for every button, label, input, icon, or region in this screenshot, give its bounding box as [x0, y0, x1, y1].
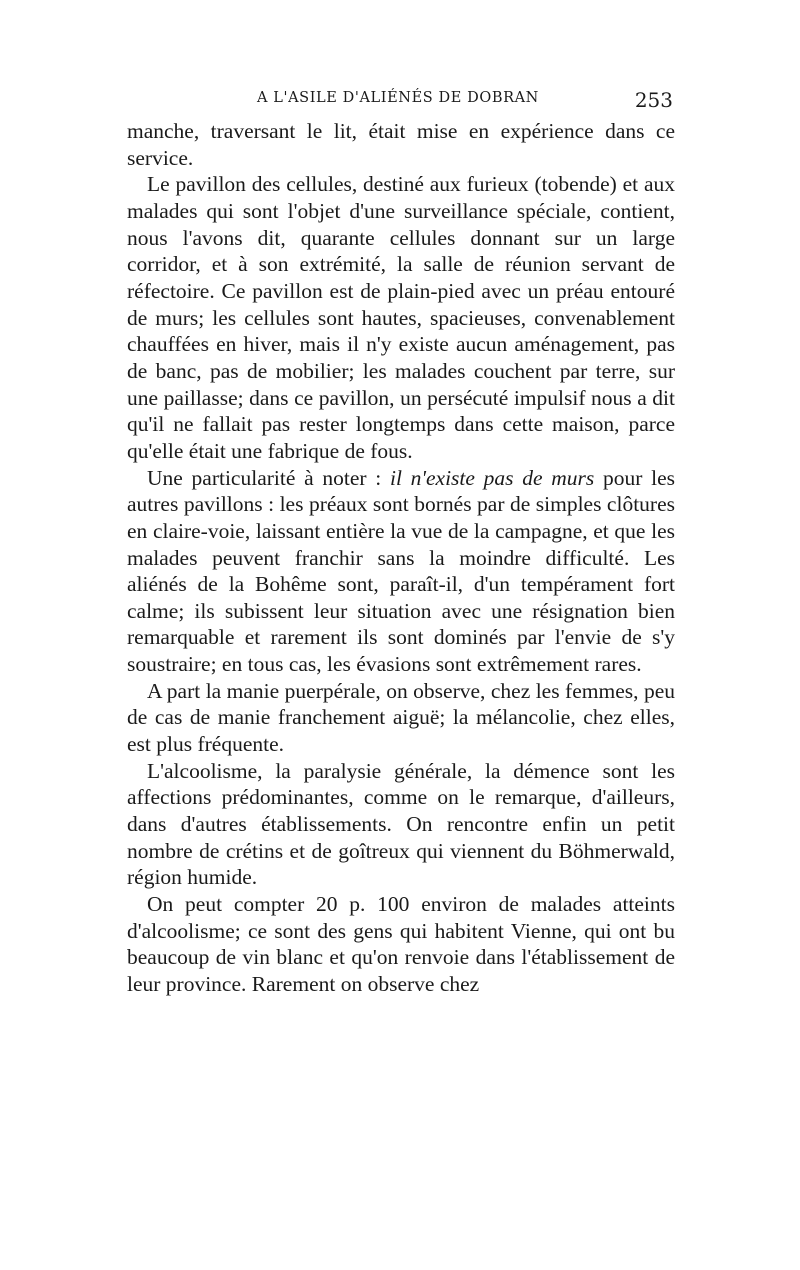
paragraph-6: On peut compter 20 p. 100 environ de malades atteints d'alcoolisme; ce sont des gens qui habitent Vienne, qui ont bu beaucoup de vin blanc et qu'on renvoie dans l'établissement de leur province. Rarement on observe chez [127, 892, 675, 996]
body-text [127, 118, 675, 998]
paragraph-5: L'alcoolisme, la paralysie générale, la démence sont les affections prédominantes, comme on le remarque, d'ailleurs, dans d'autres établissements. On rencontre enfin un petit nombre de crétins et de goîtreux qui viennent du Böhmerwald, région humide. [127, 758, 675, 890]
page-number: 253 [634, 88, 673, 112]
paragraph-4: A part la manie puerpérale, on observe, chez les femmes, peu de cas de manie franchement aiguë; la mélancolie, chez elles, est plus fréquente. [127, 678, 675, 757]
running-title: A L'ASILE D'ALIÉNÉS DE DOBRAN [257, 90, 539, 106]
paragraph-3-lead: Une particularité à noter : [147, 465, 390, 490]
page-header [127, 88, 675, 118]
paragraph-3-rest: pour les autres pavillons : les préaux sont bornés par de simples clôtures en claire-voie, laissant entière la vue de la campagne, et que les malades peuvent franchir sans la moindre difficulté. Les aliénés de la Bohême sont, paraît-il, d'un tempérament fort calme; ils subissent leur situation avec une résignation bien remarquable et rarement ils sont dominés par l'envie de s'y soustraire; en tous cas, les évasions sont extrêmement rares. [127, 465, 675, 677]
book-page [127, 88, 675, 998]
paragraph-2: Le pavillon des cellules, destiné aux furieux (tobende) et aux malades qui sont l'objet d'une surveillance spéciale, contient, nous l'avons dit, quarante cellules donnant sur un large corridor, et à son extrémité, la salle de réunion servant de réfectoire. Ce pavillon est de plain-pied avec un préau entouré de murs; les cellules sont hautes, spacieuses, convenablement chauffées en hiver, mais il n'y existe aucun aménagement, pas de banc, pas de mobilier; les malades couchent par terre, sur une paillasse; dans ce pavillon, un persécuté impulsif nous a dit qu'il ne fallait pas rester longtemps dans cette maison, parce qu'elle était une fabrique de fous. [127, 172, 675, 463]
paragraph-3 [127, 465, 675, 678]
paragraph-3-emphasis: il n'existe pas de murs [389, 465, 595, 490]
paragraph-1: manche, traversant le lit, était mise en expérience dans ce service. [127, 119, 675, 170]
